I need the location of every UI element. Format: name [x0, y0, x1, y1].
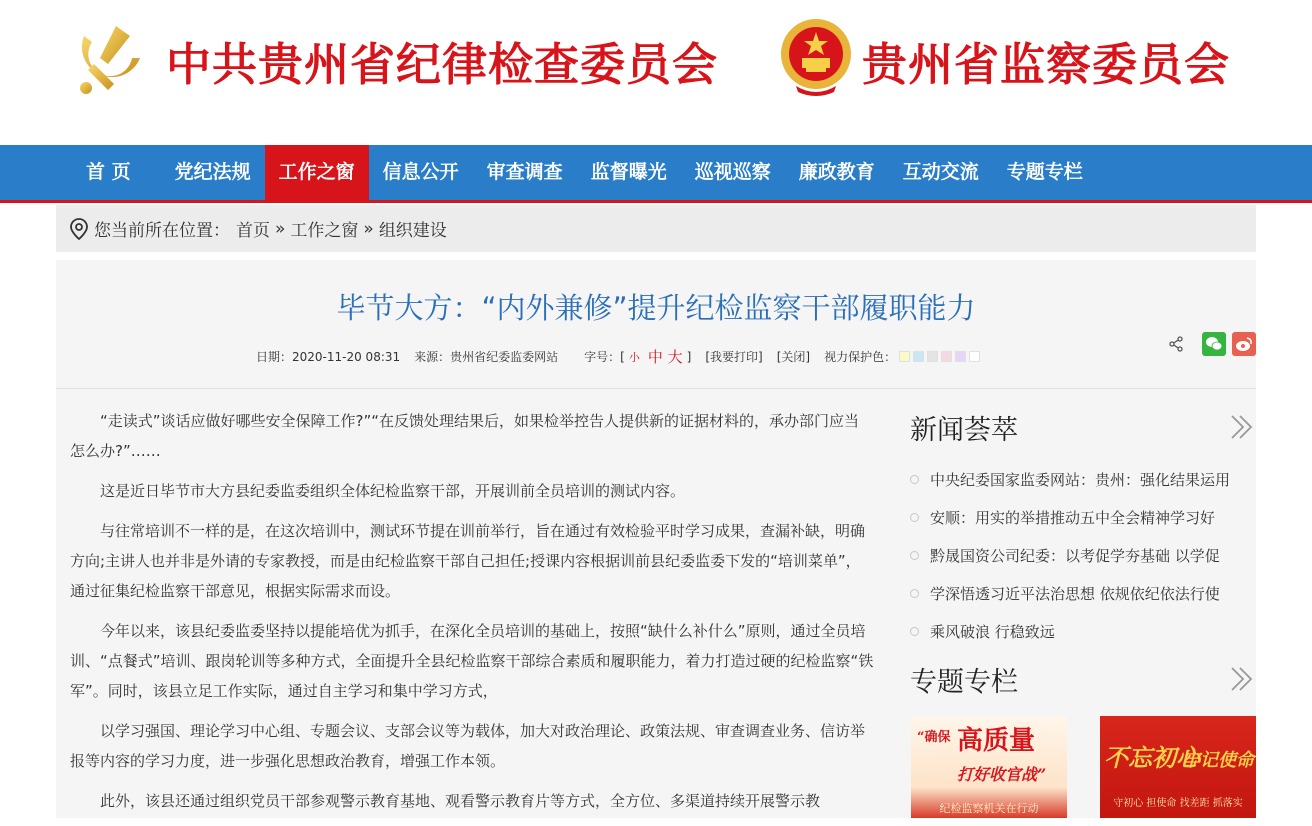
- nav-item-inspection[interactable]: 巡视巡察: [694, 161, 771, 183]
- bullet-icon: [910, 551, 919, 560]
- eye-color-gray[interactable]: [927, 351, 938, 362]
- location-pin-icon: [68, 217, 90, 241]
- share-icon[interactable]: [1168, 336, 1184, 352]
- nav-item-supervision[interactable]: 监督曝光: [590, 161, 667, 183]
- nav-item-info-disclosure[interactable]: 信息公开: [382, 161, 459, 183]
- article-paragraph: 以学习强国、理论学习中心组、专题会议、支部会议等为载体，加大对政治理论、政策法规、审查调查业务、信访举报等内容的学习力度，进一步强化思想政治教育，增强工作本领。: [70, 722, 866, 770]
- promo2-line3: 守初心 担使命 找差距 抓落实: [1113, 798, 1243, 809]
- breadcrumb-org-building[interactable]: 组织建设: [378, 221, 447, 241]
- article-body: [70, 406, 874, 826]
- header-banner: [0, 0, 1312, 145]
- topics-section-title: 专题专栏: [910, 666, 1018, 698]
- promo1-line1: “确保: [917, 730, 951, 745]
- article-source: 来源：贵州省纪委监委网站: [414, 350, 559, 364]
- breadcrumb-home[interactable]: 首页: [236, 221, 270, 241]
- banner-title-left: 中共贵州省纪律检查委员会: [166, 38, 719, 91]
- article-paragraph: 这是近日毕节市大方县纪委监委组织全体纪检监察干部，开展训前全员培训的测试内容。: [100, 482, 686, 500]
- font-medium-large-button[interactable]: 中 大: [647, 348, 683, 366]
- news-item[interactable]: [910, 574, 1256, 612]
- article-paragraph: 此外，该县还通过组织党员干部参观警示教育基地、观看警示教育片等方式，全方位、多渠道持续开展警示教: [100, 792, 821, 810]
- breadcrumb: [56, 205, 1256, 252]
- breadcrumb-separator: »: [275, 218, 286, 239]
- article-title: 毕节大方：“内外兼修”提升纪检监察干部履职能力: [336, 291, 976, 325]
- weibo-icon: [1235, 336, 1253, 352]
- wechat-icon: [1205, 336, 1223, 352]
- article-meta: [256, 346, 980, 367]
- article-container: [56, 260, 1256, 818]
- bullet-icon: [910, 475, 919, 484]
- nav-item-home[interactable]: 首 页: [86, 161, 131, 183]
- nav-item-investigation[interactable]: 审查调查: [486, 161, 563, 183]
- news-item-title: 中央纪委国家监委网站：贵州：强化结果运用: [930, 470, 1231, 489]
- promo1-line3: 打好收官战”: [957, 765, 1047, 784]
- news-item-title: 乘风破浪 行稳致远: [930, 622, 1055, 641]
- eye-color-white[interactable]: [969, 351, 980, 362]
- banner-title-right: 贵州省监察委员会: [862, 38, 1231, 91]
- article-paragraph: 与往常培训不一样的是，在这次培训中，测试环节提在训前举行，旨在通过有效检验平时学习成果，查漏补缺，明确方向;主讲人也并非是外请的专家教授，而是由纪检监察干部自己担任;授课内容根据训前县纪委监委下发的“培训菜单”，通过征集纪检监察干部意见，根据实际需求而设。: [70, 522, 866, 600]
- eye-color-pink[interactable]: [941, 351, 952, 362]
- eye-protection-label: 视力保护色：: [824, 350, 897, 364]
- news-item[interactable]: [910, 460, 1256, 498]
- meta-divider: [56, 388, 1256, 389]
- bullet-icon: [910, 513, 919, 522]
- article-paragraph: 今年以来，该县纪委监委坚持以提能培优为抓手，在深化全员培训的基础上，按照“缺什么补什么”原则，通过全员培训、“点餐式”培训、跟岗轮训等多种方式，全面提升全县纪检监察干部综合素质和履职能力，着力打造过硬的纪检监察“铁军”。同时，该县立足工作实际，通过自主学习和集中学习方式，: [70, 622, 874, 700]
- nav-item-interaction[interactable]: 互动交流: [902, 161, 979, 183]
- article-date: 日期：2020-11-20 08:31: [256, 350, 401, 364]
- close-button[interactable]: [关闭]: [776, 350, 811, 364]
- promo1-line2: 高质量: [957, 726, 1036, 756]
- main-nav: [0, 145, 1312, 203]
- font-size-label: 字号：[: [584, 350, 625, 364]
- promo-banner-original-aspiration[interactable]: [1100, 716, 1256, 818]
- news-item-title: 安顺：用实的举措推动五中全会精神学习好: [930, 508, 1216, 527]
- news-section-title: 新闻荟萃: [910, 414, 1018, 446]
- topics-section-header: [910, 656, 1256, 702]
- double-chevron-right-icon[interactable]: [1226, 664, 1256, 694]
- nav-item-work-window[interactable]: 工作之窗: [265, 145, 369, 200]
- news-item[interactable]: [910, 498, 1256, 536]
- breadcrumb-work-window[interactable]: 工作之窗: [290, 221, 359, 241]
- promo1-line4: 纪检监察机关在行动: [939, 802, 1039, 815]
- bullet-icon: [910, 589, 919, 598]
- promo2-line2: 牢记使命: [1182, 750, 1254, 771]
- font-size-close-bracket: ]: [686, 349, 692, 364]
- news-item[interactable]: [910, 536, 1256, 574]
- promo2-line1: 不忘初心: [1104, 743, 1200, 772]
- nav-item-regulations[interactable]: 党纪法规: [174, 161, 251, 183]
- eye-color-blue[interactable]: [913, 351, 924, 362]
- news-item-title: 学深悟透习近平法治思想 依规依纪依法行使: [930, 584, 1220, 603]
- eye-color-purple[interactable]: [955, 351, 966, 362]
- eye-color-yellow[interactable]: [899, 351, 910, 362]
- print-button[interactable]: [我要打印]: [705, 350, 763, 364]
- nav-item-education[interactable]: 廉政教育: [798, 161, 875, 183]
- double-chevron-right-icon[interactable]: [1226, 412, 1256, 442]
- breadcrumb-prefix: 您当前所在位置：: [94, 221, 230, 241]
- news-item[interactable]: [910, 612, 1256, 650]
- party-emblem-icon: [70, 18, 152, 96]
- wechat-share-button[interactable]: [1202, 332, 1226, 356]
- promo-banner-high-quality[interactable]: [911, 716, 1067, 818]
- weibo-share-button[interactable]: [1232, 332, 1256, 356]
- share-bar: [1168, 332, 1256, 356]
- news-item-title: 黔晟国资公司纪委：以考促学夯基础 以学促: [930, 546, 1220, 565]
- breadcrumb-separator: »: [363, 218, 374, 239]
- news-list: [910, 460, 1256, 650]
- nav-item-special-topics[interactable]: 专题专栏: [1006, 161, 1083, 183]
- news-section-header: [910, 404, 1256, 450]
- article-paragraph: “走读式”谈话应做好哪些安全保障工作?”“在反馈处理结果后，如果检举控告人提供新的证据材料的，承办部门应当怎么办?”……: [70, 412, 860, 460]
- national-emblem-icon: [778, 14, 854, 98]
- bullet-icon: [910, 627, 919, 636]
- font-small-button[interactable]: 小: [628, 350, 640, 364]
